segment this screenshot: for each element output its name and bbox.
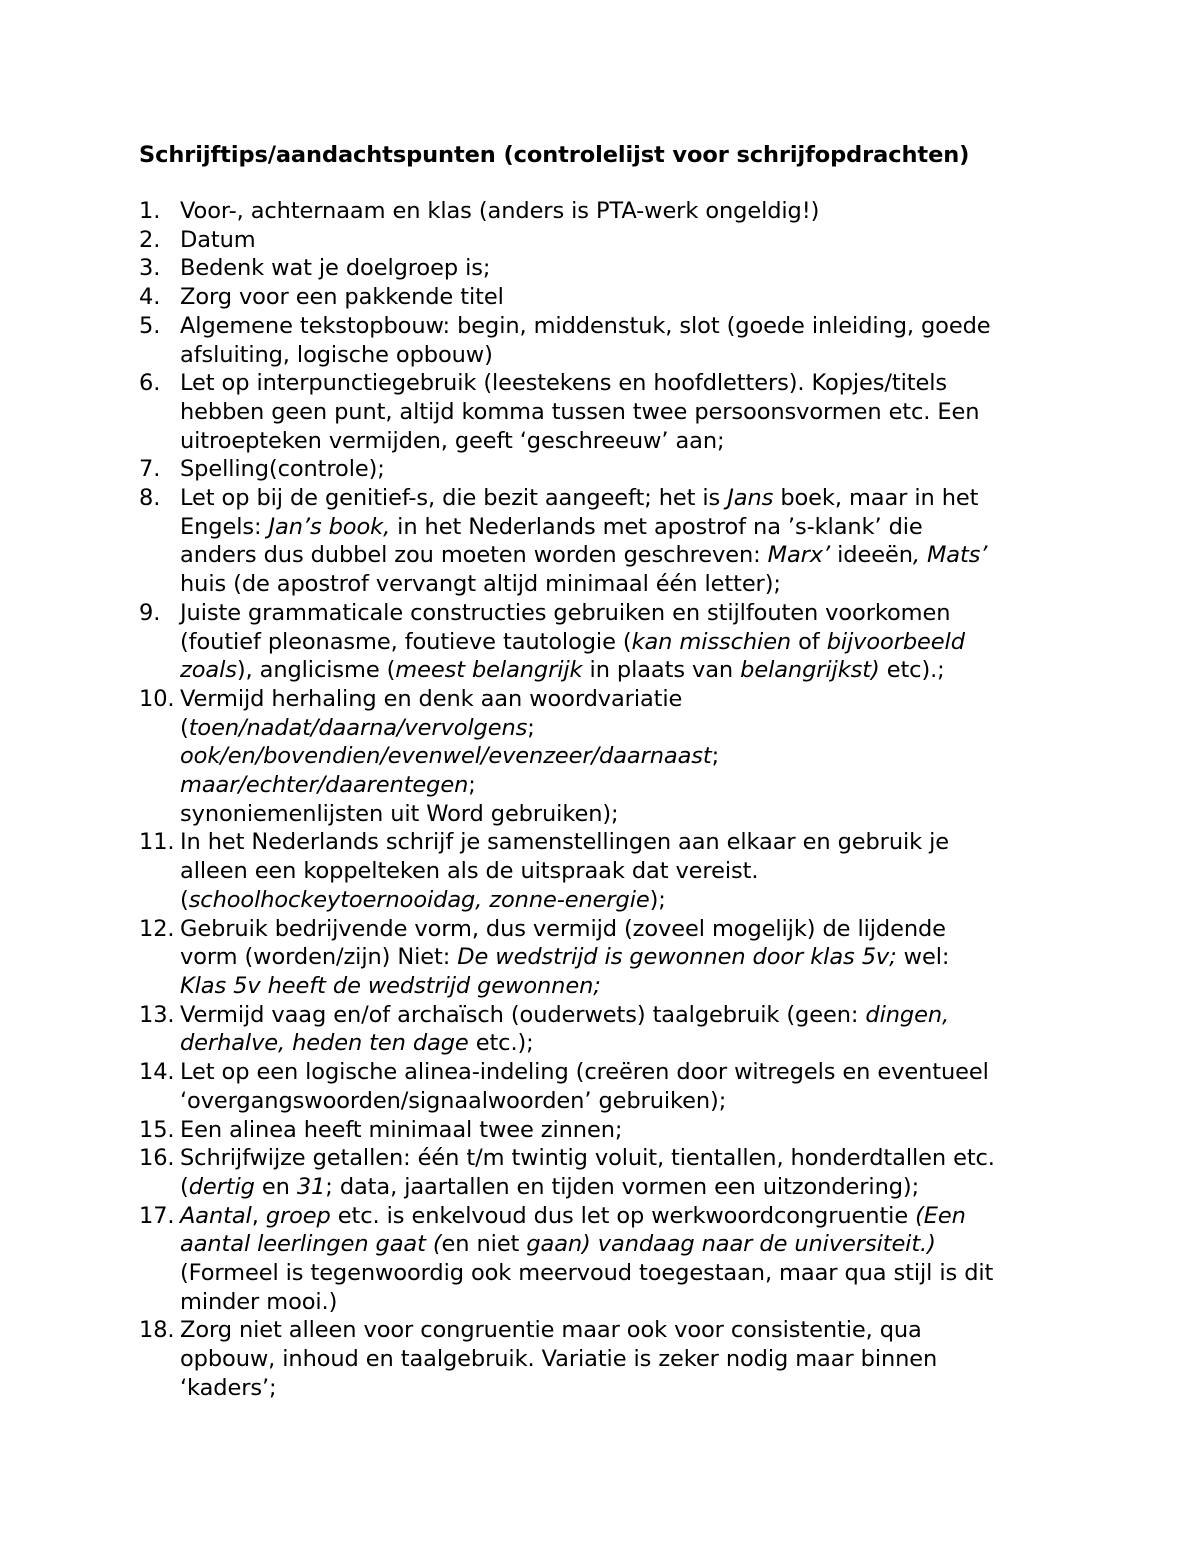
list-item-number: 3. <box>139 255 161 282</box>
italic-text: schoolhockeytoernooidag, zonne-energie <box>188 886 650 913</box>
text-run: etc).; <box>879 657 945 684</box>
text-run: (foutief pleonasme, foutieve tautologie ( <box>180 628 632 655</box>
list-item-line <box>180 398 1079 427</box>
list-item-line <box>180 742 1079 771</box>
list-item-line <box>180 685 1079 714</box>
list-item <box>139 369 1079 455</box>
list-item-line <box>180 1345 1079 1374</box>
italic-text: Marx’ <box>767 542 831 569</box>
text-run: Zorg voor een pakkende titel <box>180 284 504 311</box>
italic-text: Jan’s book, <box>268 513 391 540</box>
list-item-number: 16. <box>139 1145 175 1172</box>
text-run: ideeën <box>830 542 913 569</box>
list-item <box>139 1001 1079 1058</box>
text-run: in plaats van <box>582 657 741 684</box>
list-item <box>139 312 1079 369</box>
list-item-number: 13. <box>139 1001 175 1028</box>
text-run: Vermijd vaag en/of archaïsch (ouderwets) taalgebruik (geen: <box>180 1001 866 1028</box>
italic-text: gaan) vandaag naar de universiteit.) <box>526 1231 936 1258</box>
italic-text: meest belangrijk <box>395 657 583 684</box>
text-run: Zorg niet alleen voor congruentie maar ook voor consistentie, qua <box>180 1317 922 1344</box>
list-item-line <box>180 1144 1079 1173</box>
text-run: etc. is enkelvoud dus let op werkwoordcongruentie <box>330 1202 916 1229</box>
list-item-line <box>180 943 1079 972</box>
list-item <box>139 484 1079 599</box>
list-item-line <box>180 1230 1079 1259</box>
list-item-line <box>180 1173 1079 1202</box>
list-item-line <box>180 369 1079 398</box>
text-run: anders dus dubbel zou moeten worden geschreven: <box>180 542 768 569</box>
list-item <box>139 1058 1079 1115</box>
list-item <box>139 828 1079 914</box>
list-item <box>139 197 1079 226</box>
text-run: minder mooi.) <box>180 1288 338 1315</box>
list-item-line <box>180 599 1079 628</box>
italic-text: kan misschien <box>631 628 792 655</box>
text-run: Let op een logische alinea-indeling (creëren door witregels en eventueel <box>180 1059 989 1086</box>
list-item-line <box>180 1001 1079 1030</box>
text-run: In het Nederlands schrijf je samenstellingen aan elkaar en gebruik je <box>180 829 950 856</box>
italic-text: groep <box>265 1202 331 1229</box>
list-item-line <box>180 628 1079 657</box>
text-run: in het Nederlands met apostrof na ’s-klank’ die <box>390 513 923 540</box>
text-run: Een alinea heeft minimaal twee zinnen; <box>180 1116 623 1143</box>
list-item-line <box>180 1029 1079 1058</box>
italic-text: De wedstrijd is gewonnen door klas 5v; <box>457 944 897 971</box>
text-run: (Formeel is tegenwoordig ook meervoud toegestaan, maar qua stijl is dit <box>180 1260 994 1287</box>
italic-text: ook/en/bovendien/evenwel/evenzeer/daarnaast <box>180 743 712 770</box>
text-run: Algemene tekstopbouw: begin, middenstuk, slot (goede inleiding, goede <box>180 312 991 339</box>
list-item-line <box>180 341 1079 370</box>
text-run: ; data, jaartallen en tijden vormen een uitzondering); <box>325 1173 920 1200</box>
text-run: Schrijfwijze getallen: één t/m twintig voluit, tientallen, honderdtallen etc. <box>180 1145 995 1172</box>
list-item-line <box>180 1288 1079 1317</box>
text-run: etc.); <box>468 1030 534 1057</box>
list-item-line <box>180 570 1079 599</box>
list-item-line <box>180 915 1079 944</box>
text-run: Voor-, achternaam en klas (anders is PTA-werk ongeldig!) <box>180 198 820 224</box>
text-run: ; <box>711 743 720 770</box>
text-run: ‘kaders’; <box>180 1374 277 1401</box>
list-item-line <box>180 714 1079 743</box>
list-item <box>139 455 1079 484</box>
text-run: ; <box>468 772 476 799</box>
list-item-number: 2. <box>139 226 161 253</box>
italic-text: belangrijkst) <box>740 657 880 684</box>
text-run: ( <box>180 886 189 913</box>
list-item-line <box>180 541 1079 570</box>
text-run: synoniemenlijsten uit Word gebruiken); <box>180 800 619 827</box>
text-run: wel: <box>896 944 950 971</box>
list-item-line <box>180 1202 1079 1231</box>
text-run: afsluiting, logische opbouw) <box>180 341 493 368</box>
list-item-number: 4. <box>139 284 161 311</box>
list-item-line <box>180 1058 1079 1087</box>
list-item-line <box>180 283 1079 312</box>
list-item-line <box>180 1259 1079 1288</box>
list-item <box>139 1202 1079 1317</box>
text-run: Spelling(controle); <box>180 456 385 483</box>
list-item-number: 11. <box>139 829 175 856</box>
italic-text: derhalve, heden ten dage <box>180 1030 469 1057</box>
list-item-line <box>180 513 1079 542</box>
list-item-line <box>180 1374 1079 1403</box>
text-run: Vermijd herhaling en denk aan woordvariatie <box>180 685 683 712</box>
text-run: ), anglicisme ( <box>236 657 396 684</box>
document-title: Schrijftips/aandachtspunten (controlelijst voor schrijfopdrachten) <box>139 142 970 168</box>
list-item-number: 14. <box>139 1059 175 1086</box>
list-item-number: 5. <box>139 312 161 339</box>
list-item-number: 9. <box>139 599 161 626</box>
list-item-line <box>180 972 1079 1001</box>
list-item <box>139 1144 1079 1201</box>
list-item <box>139 599 1079 685</box>
list-item <box>139 1316 1079 1402</box>
list-item-number: 10. <box>139 685 175 712</box>
list-item-line <box>180 857 1079 886</box>
text-run: ( <box>180 1173 189 1200</box>
list-item-number: 7. <box>139 456 161 483</box>
text-run: ; <box>527 714 535 741</box>
list-item-line <box>180 1316 1079 1345</box>
italic-text: toen/nadat/daarna/vervolgens <box>188 714 528 741</box>
list-item-line <box>180 427 1079 456</box>
italic-text: dertig <box>188 1173 255 1200</box>
text-run: uitroepteken vermijden, geeft ‘geschreeuw’ aan; <box>180 427 725 454</box>
list-item-number: 1. <box>139 198 161 224</box>
text-run: alleen een koppelteken als de uitspraak dat vereist. <box>180 858 759 885</box>
list-item-number: 17. <box>139 1202 175 1229</box>
list-item-line <box>180 197 1079 226</box>
list-item-line <box>180 886 1079 915</box>
text-run: ‘overgangswoorden/signaalwoorden’ gebruiken); <box>180 1087 727 1114</box>
text-run: hebben geen punt, altijd komma tussen twee persoonsvormen etc. Een <box>180 398 980 425</box>
italic-text: aantal leerlingen gaat ( <box>180 1231 442 1258</box>
list-item-number: 8. <box>139 485 161 512</box>
list-item-line <box>180 656 1079 685</box>
text-run: opbouw, inhoud en taalgebruik. Variatie is zeker nodig maar binnen <box>180 1346 938 1373</box>
text-run: Juiste grammaticale constructies gebruiken en stijlfouten voorkomen <box>180 599 951 626</box>
list-item <box>139 283 1079 312</box>
text-run: ); <box>649 886 666 913</box>
list-item-line <box>180 254 1079 283</box>
list-item-line <box>180 1087 1079 1116</box>
list-item-line <box>180 455 1079 484</box>
list-item <box>139 226 1079 255</box>
text-run: en <box>254 1173 297 1200</box>
text-run: Engels: <box>180 513 269 540</box>
italic-text: 31 <box>296 1173 326 1200</box>
text-run: en niet <box>441 1231 527 1258</box>
list-item-line <box>180 771 1079 800</box>
text-run: Bedenk wat je doelgroep is; <box>180 255 491 282</box>
text-run: ( <box>180 714 189 741</box>
text-run: Let op interpunctiegebruik (leestekens en hoofdletters). Kopjes/titels <box>180 370 948 397</box>
italic-text: Jans <box>727 485 774 512</box>
italic-text: Klas 5v heeft de wedstrijd gewonnen; <box>180 972 601 999</box>
italic-text: maar/echter/daarentegen <box>180 772 469 799</box>
italic-text: dingen, <box>865 1001 950 1028</box>
text-run: vorm (worden/zijn) Niet: <box>180 944 458 971</box>
list-item-line <box>180 226 1079 255</box>
text-run: Gebruik bedrijvende vorm, dus vermijd (zoveel mogelijk) de lijdende <box>180 915 946 942</box>
list-item-number: 15. <box>139 1116 175 1143</box>
list-item-line <box>180 800 1079 829</box>
list-item-line <box>180 828 1079 857</box>
italic-text: , Mats’ <box>912 542 988 569</box>
list-item-number: 18. <box>139 1317 175 1344</box>
italic-text: bijvoorbeeld <box>826 628 965 655</box>
checklist <box>139 197 1079 1403</box>
italic-text: zoals <box>180 657 237 684</box>
list-item-number: 12. <box>139 915 175 942</box>
list-item-line <box>180 312 1079 341</box>
list-item-line <box>180 1116 1079 1145</box>
italic-text: Aantal <box>180 1202 252 1229</box>
text-run: of <box>791 628 827 655</box>
italic-text: (Een <box>915 1202 966 1229</box>
text-run: Let op bij de genitief-s, die bezit aangeeft; het is <box>180 485 728 512</box>
list-item-number: 6. <box>139 370 161 397</box>
text-run: Datum <box>180 226 256 253</box>
list-item <box>139 1116 1079 1145</box>
list-item <box>139 915 1079 1001</box>
list-item-line <box>180 484 1079 513</box>
list-item <box>139 685 1079 829</box>
text-run: huis (de apostrof vervangt altijd minimaal één letter); <box>180 571 781 598</box>
text-run: , <box>251 1202 266 1229</box>
text-run: boek, maar in het <box>773 485 979 512</box>
list-item <box>139 254 1079 283</box>
